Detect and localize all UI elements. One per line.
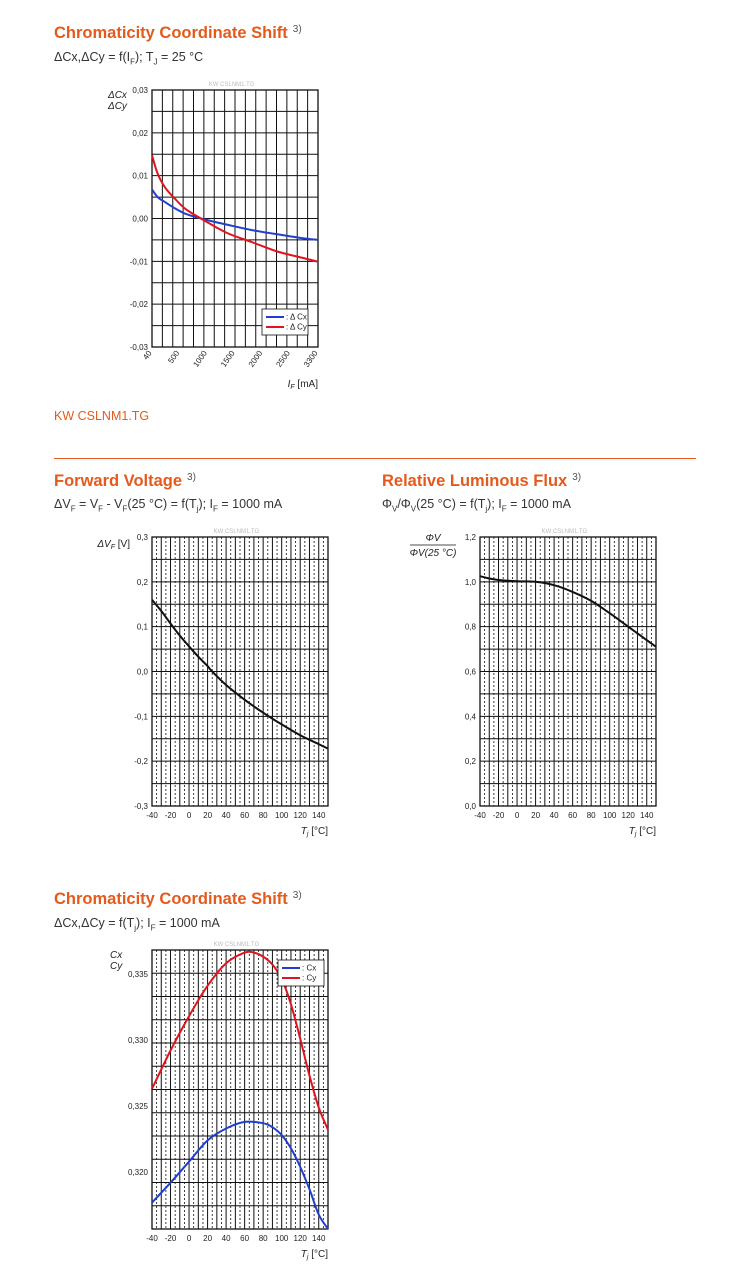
y-tick-label: 0,02: [132, 128, 148, 138]
x-axis-label-sub: F: [290, 384, 295, 391]
x-tick-label: 140: [312, 811, 326, 820]
legend-label: : Cy: [302, 973, 317, 983]
watermark-text: KW CSLNM1.TG: [213, 529, 260, 535]
y-tick-label: -0,01: [129, 257, 148, 267]
x-axis-label: [288, 379, 319, 391]
subtitle-part: ΔV: [54, 497, 71, 511]
x-tick-label: 3300: [302, 348, 320, 369]
subtitle-part: = 1000 mA: [506, 497, 571, 511]
legend: [278, 960, 324, 986]
subtitle-part: - V: [103, 497, 123, 511]
chart-chroma_current: [107, 82, 320, 391]
subtitle-sub: V: [391, 504, 398, 514]
x-tick-label: 1000: [191, 348, 209, 369]
y-axis-label-numerator: ΦV: [425, 533, 441, 544]
subtitle-part: ΔCx,ΔCy = f(I: [54, 50, 131, 64]
x-axis-label-sub: j: [634, 831, 637, 838]
watermark-text: KW CSLNM1.TG: [213, 942, 260, 948]
x-tick-label: 100: [275, 1234, 289, 1243]
x-tick-label: 60: [240, 811, 250, 820]
subtitle-sub: j: [134, 923, 137, 933]
luminous-flux-title-note: 3): [572, 472, 582, 483]
subtitle-part: ); T: [134, 50, 154, 64]
y-tick-label: 0,2: [136, 577, 148, 587]
model-label: KW CSLNM1.TG: [54, 409, 150, 423]
legend-label: : Cx: [302, 963, 317, 973]
x-tick-label: 0: [186, 811, 192, 820]
x-tick-label: 0: [514, 811, 520, 820]
subtitle-sub: F: [98, 504, 104, 514]
subtitle-sub: F: [122, 504, 128, 514]
x-axis-label-main: I: [287, 379, 291, 390]
subtitle-part: = V: [75, 497, 99, 511]
subtitle-part: = 25 °C: [157, 50, 204, 64]
y-tick-label: 1,2: [464, 533, 476, 542]
subtitle-sub: F: [130, 57, 135, 67]
y-axis-label-unit: [V]: [114, 539, 130, 550]
x-axis-label-main: T: [300, 1249, 307, 1260]
x-tick-label: 40: [141, 348, 154, 362]
x-tick-label: 1500: [219, 348, 237, 369]
subtitle-sub: J: [153, 57, 158, 67]
x-tick-label: -20: [164, 1234, 177, 1243]
x-axis-label-unit: [mA]: [294, 379, 318, 390]
x-axis-label-main: T: [628, 826, 635, 837]
legend-box: [278, 960, 324, 986]
y-tick-label: 0,4: [464, 712, 476, 722]
y-tick-label: -0,3: [134, 802, 148, 811]
legend-label: : Δ Cx: [286, 312, 307, 322]
chart-forward_voltage: [96, 529, 328, 838]
subtitle-sub: V: [410, 504, 417, 514]
x-tick-label: 100: [603, 811, 617, 820]
x-axis-label-unit: [°C]: [636, 826, 656, 837]
y-tick-label: 0,0: [464, 802, 476, 811]
x-tick-label: 140: [312, 1234, 326, 1243]
x-tick-label: 140: [640, 811, 654, 820]
y-tick-label: 0,3: [136, 533, 148, 542]
chart-chroma_temp: [110, 942, 328, 1261]
y-tick-label: -0,2: [134, 757, 148, 767]
x-tick-label: 2000: [246, 348, 265, 369]
chroma-current-title-note: 3): [292, 24, 302, 35]
x-tick-label: 40: [221, 1234, 231, 1243]
legend: [262, 309, 308, 335]
y-tick-label: 0,325: [127, 1102, 148, 1112]
x-axis-label-unit: [°C]: [308, 826, 328, 837]
watermark-text: KW CSLNM1.TG: [541, 529, 588, 535]
x-tick-label: 120: [293, 811, 307, 820]
subtitle-part: /Φ: [397, 497, 411, 511]
y-tick-label: 0,2: [464, 757, 476, 767]
x-tick-label: 120: [293, 1234, 307, 1243]
subtitle-sub: j: [485, 504, 488, 514]
x-tick-label: -40: [146, 1234, 158, 1243]
x-tick-label: 20: [203, 811, 213, 820]
x-tick-label: 80: [258, 811, 268, 820]
subtitle-part: ); I: [487, 497, 502, 511]
x-tick-label: -20: [492, 811, 505, 820]
x-axis-label: [629, 826, 656, 838]
subtitle-sub: F: [150, 923, 156, 933]
x-tick-label: 20: [531, 811, 541, 820]
subtitle-part: (25 °C) = f(T: [416, 497, 486, 511]
chart-luminous_flux: [410, 529, 657, 838]
y-axis-label: ΔCy: [108, 101, 127, 112]
x-tick-label: -40: [474, 811, 486, 820]
forward-voltage-title-text: Forward Voltage: [54, 472, 183, 490]
y-tick-label: -0,03: [129, 343, 148, 352]
watermark-text: KW CSLNM1.TG: [208, 82, 255, 88]
grid: [152, 950, 328, 1229]
x-axis-label-sub: j: [306, 831, 309, 838]
x-axis-label-sub: j: [306, 1254, 309, 1261]
x-tick-label: 20: [203, 1234, 213, 1243]
subtitle-sub: F: [213, 504, 218, 514]
y-tick-label: -0,02: [129, 300, 148, 310]
subtitle-part: = 1000 mA: [155, 916, 220, 930]
grid: [480, 537, 656, 806]
subtitle-part: = 1000 mA: [217, 497, 283, 511]
x-tick-label: 0: [186, 1234, 192, 1243]
y-tick-label: 0,1: [136, 622, 148, 632]
y-tick-label: -0,1: [134, 712, 148, 722]
y-axis-label-denominator: ΦV(25 °C): [409, 548, 457, 559]
chroma-current-title-text: Chromaticity Coordinate Shift: [54, 24, 288, 42]
luminous-flux-title-text: Relative Luminous Flux: [382, 472, 568, 490]
subtitle-part: ); I: [136, 916, 151, 930]
x-tick-label: 60: [240, 1234, 250, 1243]
x-axis-label-unit: [°C]: [308, 1249, 328, 1260]
subtitle-part: ΔCx,ΔCy = f(T: [54, 916, 135, 930]
chroma-temp-title-text: Chromaticity Coordinate Shift: [54, 890, 288, 908]
x-tick-label: 40: [549, 811, 559, 820]
subtitle-part: Φ: [382, 497, 392, 511]
y-axis-label-sub: F: [110, 544, 115, 551]
x-tick-label: 60: [568, 811, 578, 820]
x-tick-label: 500: [166, 348, 182, 366]
legend-label: : Δ Cy: [286, 322, 307, 332]
subtitle-sub: j: [196, 504, 199, 514]
y-tick-label: 0,8: [464, 622, 476, 632]
forward-voltage-title-note: 3): [187, 472, 196, 483]
x-tick-label: 40: [221, 811, 231, 820]
x-tick-label: 80: [586, 811, 596, 820]
subtitle-sub: F: [70, 504, 76, 514]
x-tick-label: -20: [164, 811, 177, 820]
x-tick-label: 100: [275, 811, 289, 820]
y-tick-label: 1,0: [464, 577, 476, 587]
y-tick-label: 0,6: [464, 667, 476, 677]
x-axis-label: [301, 1249, 328, 1261]
y-axis-label: ΔCx: [108, 90, 127, 101]
subtitle-sub: F: [501, 504, 507, 514]
grid: [152, 537, 328, 806]
x-tick-label: 2500: [274, 348, 292, 369]
grid: [152, 90, 318, 347]
y-tick-label: 0,01: [132, 171, 148, 181]
x-tick-label: -40: [146, 811, 158, 820]
x-tick-label: 120: [621, 811, 635, 820]
y-axis-label: [96, 539, 130, 551]
y-tick-label: 0,335: [127, 969, 148, 979]
y-axis-label-main: ΔV: [97, 539, 111, 550]
y-tick-label: 0,320: [127, 1168, 148, 1178]
y-axis-label: Cy: [110, 961, 123, 972]
chroma-temp-title-note: 3): [292, 890, 302, 901]
y-tick-label: 0,0: [136, 667, 148, 677]
subtitle-part: (25 °C) = f(T: [127, 497, 197, 511]
subtitle-part: ); I: [198, 497, 214, 511]
y-tick-label: 0,03: [132, 86, 148, 95]
x-axis-label-main: T: [300, 826, 307, 837]
y-tick-label: 0,00: [132, 214, 148, 224]
y-axis-label: Cx: [110, 950, 123, 961]
x-axis-label: [301, 826, 328, 838]
y-tick-label: 0,330: [127, 1035, 148, 1045]
x-tick-label: 80: [258, 1234, 268, 1243]
